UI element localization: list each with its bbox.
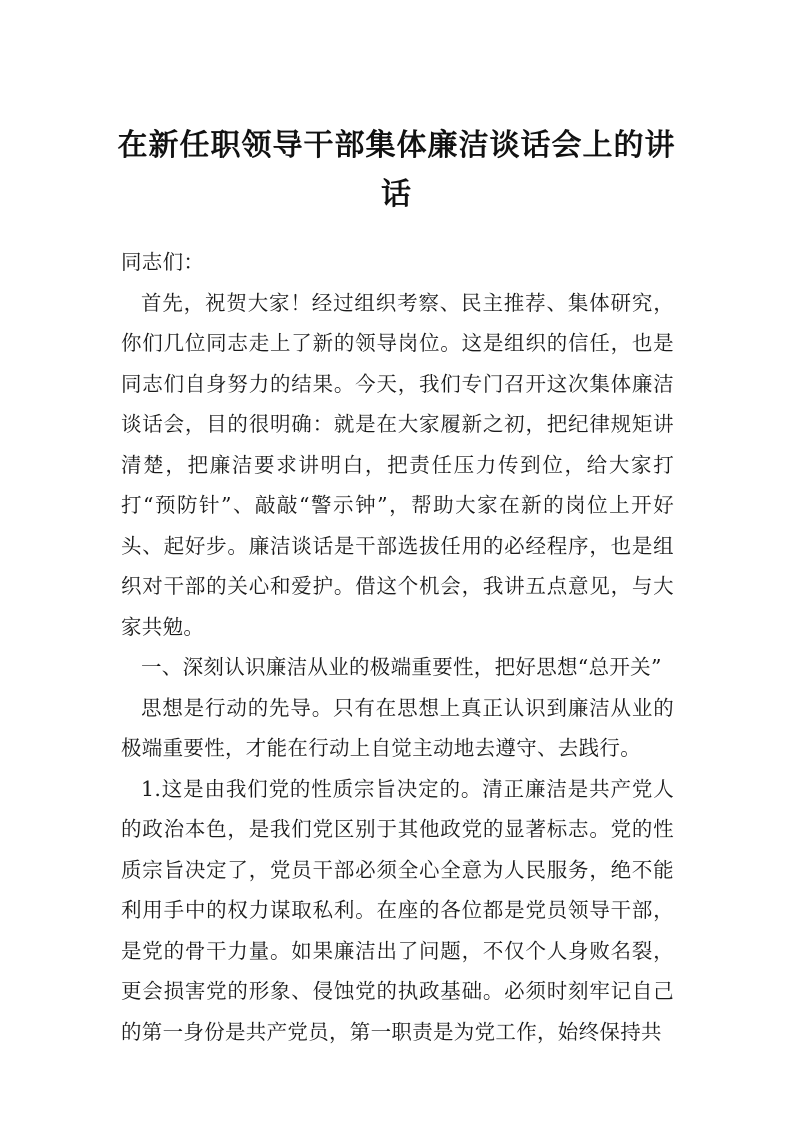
- body-paragraph-point-1: 1.这是由我们党的性质宗旨决定的。清正廉洁是共产党人的政治本色，是我们党区别于其他政党的显著标志。党的性质宗旨决定了，党员干部必须全心全意为人民服务，绝不能利用手中的权力谋取私利。在座的各位都是党员领导干部，是党的骨干力量。如果廉洁出了问题，不仅个人身败名裂，更会损害党的形象、侵蚀党的执政基础。必须时刻牢记自己的第一身份是共产党员，第一职责是为党工作，始终保持共: [121, 776, 674, 1044]
- document-body: [121, 242, 674, 1052]
- body-paragraph-intro: 首先，祝贺大家！经过组织考察、民主推荐、集体研究，你们几位同志走上了新的领导岗位。这是组织的信任，也是同志们自身努力的结果。今天，我们专门召开这次集体廉洁谈话会，目的很明确：就是在大家履新之初，把纪律规矩讲清楚，把廉洁要求讲明白，把责任压力传到位，给大家打打“预防针”、敲敲“警示钟”，帮助大家在新的岗位上开好头、起好步。廉洁谈话是干部选拔任用的必经程序，也是组织对干部的关心和爱护。借这个机会，我讲五点意见，与大家共勉。: [121, 290, 674, 639]
- section-heading-1: 一、深刻认识廉洁从业的极端重要性，把好思想“总开关”: [141, 655, 662, 679]
- body-paragraph-thought: 思想是行动的先导。只有在思想上真正认识到廉洁从业的极端重要性，才能在行动上自觉主动地去遵守、去践行。: [121, 695, 674, 760]
- document-title: 在新任职领导干部集体廉洁谈话会上的讲话: [117, 128, 676, 212]
- salutation: 同志们：: [121, 250, 205, 274]
